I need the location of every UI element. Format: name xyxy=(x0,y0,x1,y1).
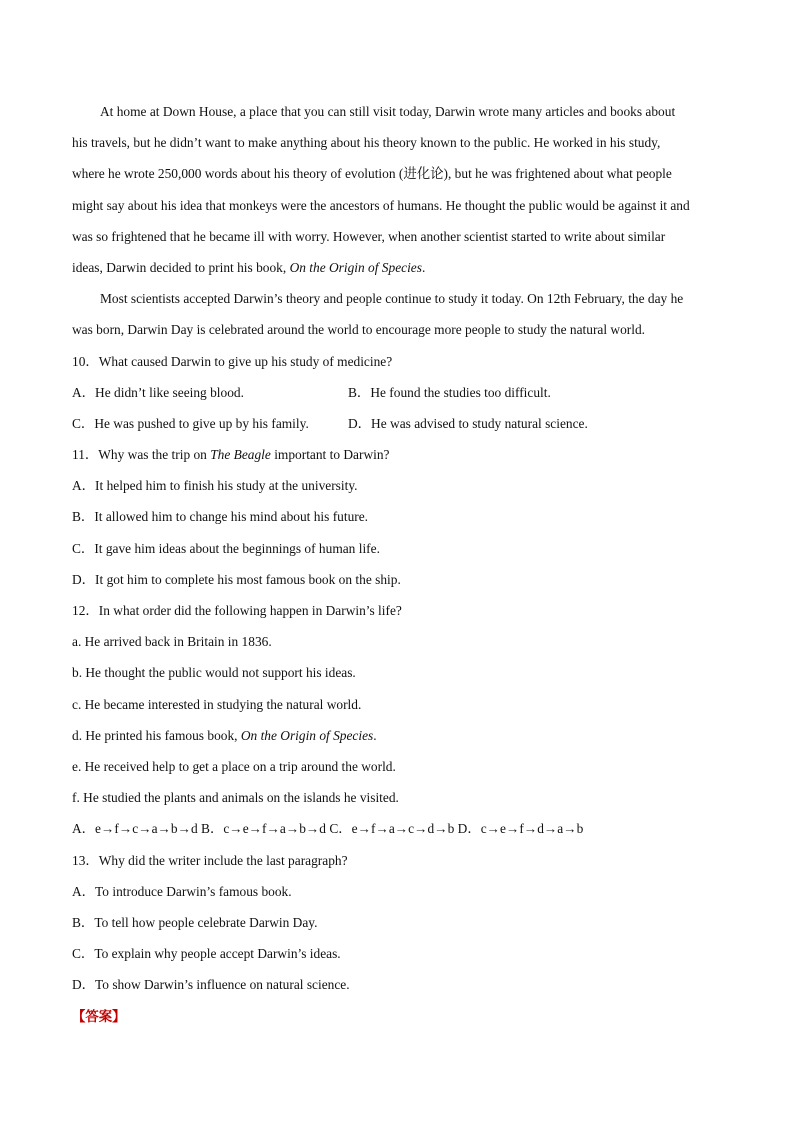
ship-name: The Beagle xyxy=(210,447,271,463)
passage-paragraph-1 xyxy=(72,96,722,283)
order-options: A．e→f→c→a→b→d B．c→e→f→a→b→d C．e→f→a→c→d→b D．c→e→f→d→a→b xyxy=(72,821,584,837)
passage-paragraph-2 xyxy=(72,283,722,345)
question-stem xyxy=(72,439,722,470)
option-row xyxy=(72,408,722,439)
paragraph-line: was born, Darwin Day is celebrated around the world to encourage more people to study the natural world. xyxy=(72,322,646,338)
question-12 xyxy=(72,595,722,845)
text-fragment: ideas, Darwin decided to print his book, xyxy=(72,259,290,275)
paragraph-line: his travels, but he didn’t want to make anything about his theory known to the public. He worked in his study, xyxy=(72,135,661,151)
text-fragment: . xyxy=(373,727,377,743)
option-a: A．It helped him to finish his study at the university. xyxy=(72,478,358,494)
option-c: C．It gave him ideas about the beginnings of human life. xyxy=(72,540,380,556)
answer-label: 【答案】 xyxy=(72,1010,126,1025)
book-title: On the Origin of Species xyxy=(289,259,422,275)
paragraph-line: At home at Down House, a place that you can still visit today, Darwin wrote many articles and books about xyxy=(100,104,676,119)
question-stem: 13．Why did the writer include the last paragraph? xyxy=(72,852,348,868)
book-title: On the Origin of Species xyxy=(240,727,374,743)
paragraph-line: where he wrote 250,000 words about his theory of evolution (进化论), but he was frightened about what people xyxy=(72,166,672,182)
question-10 xyxy=(72,346,722,440)
document-body xyxy=(72,96,722,1000)
question-13 xyxy=(72,845,722,1001)
event-item-e: e. He received help to get a place on a trip around the world. xyxy=(72,758,396,774)
option-a: A．To introduce Darwin’s famous book. xyxy=(72,883,292,899)
event-item-d xyxy=(72,720,722,751)
option-d: D．He was advised to study natural science. xyxy=(348,415,588,431)
question-stem: 12．In what order did the following happen in Darwin’s life? xyxy=(72,603,402,618)
option-c: C．He was pushed to give up by his family. xyxy=(72,415,309,431)
option-a: A．He didn’t like seeing blood. xyxy=(72,384,244,400)
paragraph-line xyxy=(72,252,722,283)
paragraph-line: Most scientists accepted Darwin’s theory and people continue to study it today. On 12th February, the day he xyxy=(100,291,684,307)
option-d: D．To show Darwin’s influence on natural science. xyxy=(72,977,350,993)
paragraph-line: might say about his idea that monkeys were the ancestors of humans. He thought the public would be against it and xyxy=(72,197,690,213)
text-fragment: important to Darwin? xyxy=(270,447,390,463)
paragraph-line: was so frightened that he became ill with worry. However, when another scientist started to write about similar xyxy=(72,228,666,244)
question-stem: 10．What caused Darwin to give up his study of medicine? xyxy=(72,353,393,369)
option-b: B．To tell how people celebrate Darwin Day. xyxy=(72,914,318,930)
text-fragment: 11．Why was the trip on xyxy=(72,447,211,463)
event-item-a: a. He arrived back in Britain in 1836. xyxy=(72,634,272,650)
event-item-b: b. He thought the public would not support his ideas. xyxy=(72,665,356,681)
text-fragment: d. He printed his famous book, xyxy=(72,727,241,743)
text-fragment: . xyxy=(421,259,426,275)
option-b: B．He found the studies too difficult. xyxy=(348,384,551,400)
question-11 xyxy=(72,439,722,595)
option-b: B．It allowed him to change his mind about his future. xyxy=(72,509,369,525)
option-c: C．To explain why people accept Darwin’s ideas. xyxy=(72,946,341,962)
event-item-f: f. He studied the plants and animals on the islands he visited. xyxy=(72,790,399,806)
option-row xyxy=(72,377,722,408)
event-item-c: c. He became interested in studying the natural world. xyxy=(72,696,362,712)
option-d: D．It got him to complete his most famous book on the ship. xyxy=(72,571,401,587)
